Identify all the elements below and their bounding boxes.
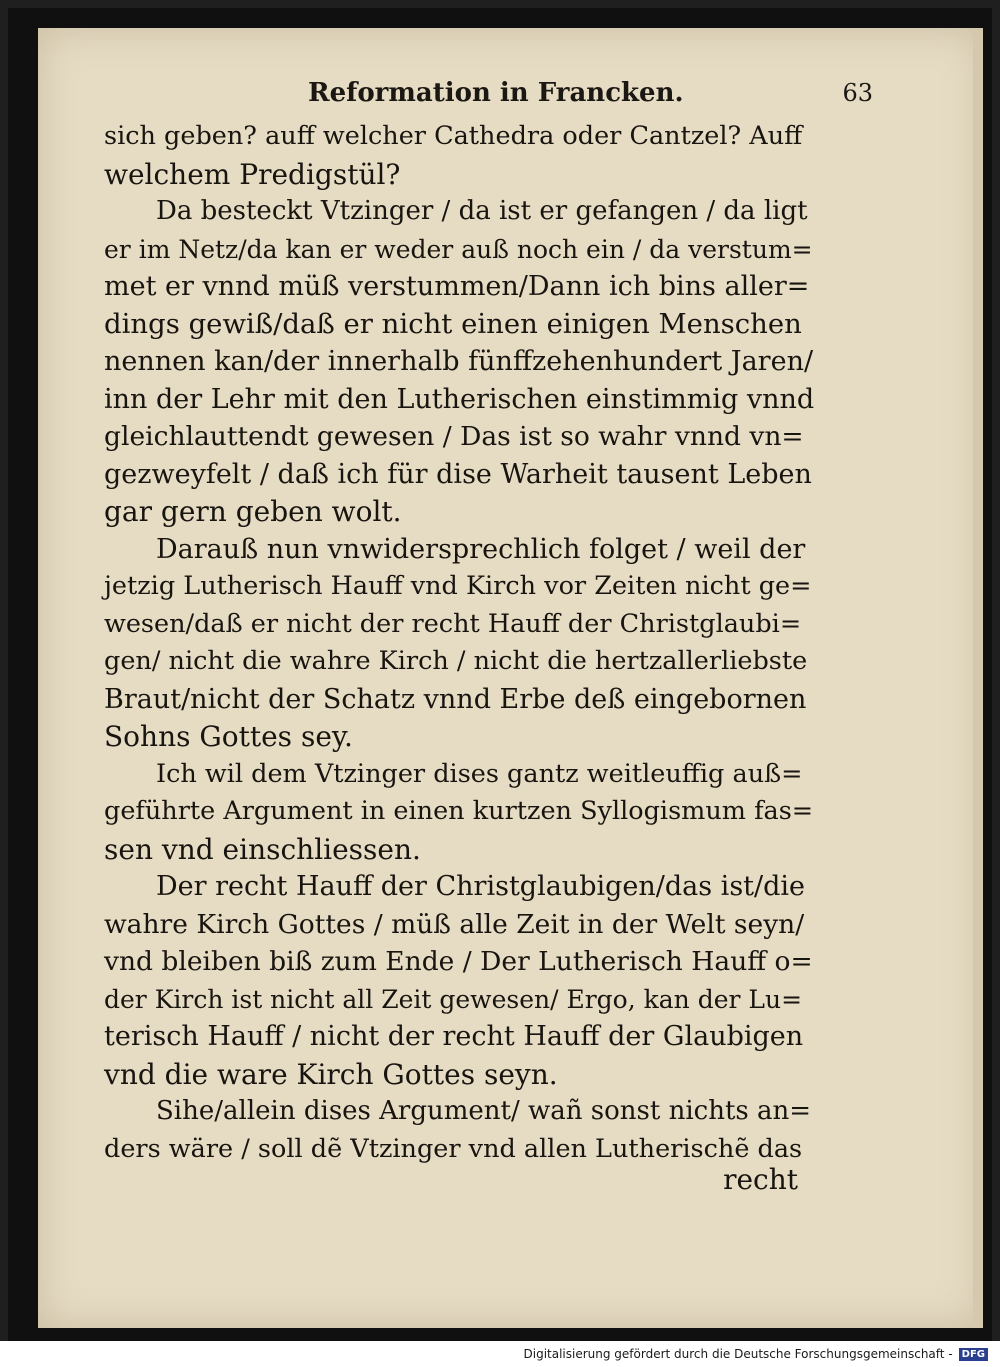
text-line: dings gewiß/daß er nicht einen einigen Menschen (104, 307, 802, 340)
text-line: jetzig Lutherisch Hauff vnd Kirch vor Zeiten nicht ge= (104, 571, 812, 601)
page-number: 63 (842, 79, 873, 107)
text-line: Braut/nicht der Schatz vnnd Erbe deß eingebornen (104, 683, 807, 715)
text-line: met er vnnd müß verstummen/Dann ich bins aller= (104, 271, 810, 302)
body-text (104, 118, 814, 1168)
text-line: sen vnd einschliessen. (104, 832, 421, 866)
text-line: wesen/daß er nicht der recht Hauff der Christglaubi= (104, 608, 802, 639)
text-line: nennen kan/der innerhalb fünffzehenhundert Jaren/ (104, 346, 814, 377)
text-line: Darauß nun vnwidersprechlich folget / weil der (156, 533, 806, 565)
text-line: Sihe/allein dises Argument/ wañ sonst nichts an= (156, 1096, 812, 1126)
text-line: vnd bleiben biß zum Ende / Der Lutherisch Hauff o= (104, 946, 813, 977)
running-title: Reformation in Francken. (308, 78, 684, 108)
text-line: Da besteckt Vtzinger / da ist er gefangen / da ligt (156, 196, 808, 226)
dfg-logo-icon: DFG (959, 1348, 988, 1361)
text-line: gar gern geben wolt. (104, 495, 402, 528)
text-line: sich geben? auff welcher Cathedra oder Cantzel? Auff (104, 121, 803, 151)
funding-credit: Digitalisierung gefördert durch die Deutsche Forschungsgemeinschaft - (523, 1347, 953, 1361)
text-line: er im Netz/da kan er weder auß noch ein / da verstum= (104, 234, 813, 264)
book-page (38, 28, 983, 1328)
scan-frame (8, 8, 992, 1341)
text-line: Ich wil dem Vtzinger dises gantz weitleuffig auß= (156, 758, 803, 789)
text-line: Sohns Gottes sey. (104, 720, 353, 753)
text-line: Der recht Hauff der Christglaubigen/das ist/die (156, 871, 806, 902)
catchword: recht (723, 1163, 798, 1196)
text-line: welchem Predigstül? (104, 157, 401, 191)
text-line: gleichlauttendt gewesen / Das ist so wahr vnnd vn= (104, 421, 804, 452)
text-line: gen/ nicht die wahre Kirch / nicht die hertzallerliebste (104, 646, 808, 676)
text-line: wahre Kirch Gottes / müß alle Zeit in der Welt seyn/ (104, 908, 805, 940)
text-line: terisch Hauff / nicht der recht Hauff der Glaubigen (104, 1021, 804, 1052)
text-line: ders wäre / soll dẽ Vtzinger vnd allen Lutherischẽ das (104, 1133, 803, 1164)
text-line: gezweyfelt / daß ich für dise Warheit tausent Leben (104, 458, 812, 490)
text-line: der Kirch ist nicht all Zeit gewesen/ Ergo, kan der Lu= (104, 984, 803, 1014)
text-line: geführte Argument in einen kurtzen Syllogismum fas= (104, 796, 814, 826)
text-line: vnd die ware Kirch Gottes seyn. (104, 1057, 558, 1091)
running-header (308, 78, 873, 108)
digitization-footer (0, 1341, 1000, 1367)
text-line: inn der Lehr mit den Lutherischen einstimmig vnnd (104, 383, 815, 415)
